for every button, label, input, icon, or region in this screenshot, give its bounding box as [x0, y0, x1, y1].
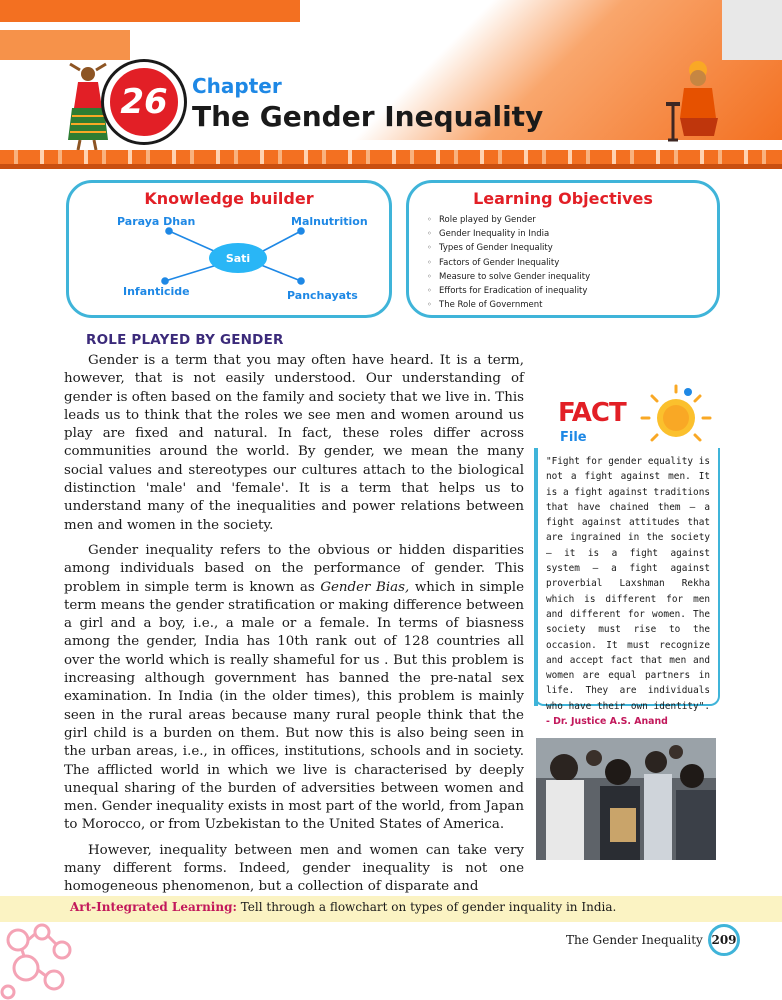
sun-icon — [634, 382, 718, 448]
header-strip-shadow — [0, 164, 782, 169]
body-text — [64, 352, 524, 904]
fact-file-box — [534, 448, 720, 728]
chapter-title: The Gender Inequality — [192, 100, 544, 133]
knowledge-builder-title: Knowledge builder — [144, 189, 314, 208]
chapter-number: 26 — [120, 82, 168, 122]
kb-term-paraya-dhan: Paraya Dhan — [117, 215, 196, 228]
decorative-circles-icon — [0, 918, 90, 1000]
chapter-label: Chapter — [192, 74, 282, 98]
learning-objectives-list — [427, 213, 590, 312]
fact-file-title: FACT — [558, 398, 626, 428]
list-item: ◦ Measure to solve Gender inequality — [427, 270, 590, 284]
kb-term-infanticide: Infanticide — [123, 285, 190, 298]
header-bar — [0, 0, 300, 22]
bullet-icon: ◦ — [427, 229, 432, 239]
bullet-icon: ◦ — [427, 271, 432, 281]
header-pattern-strip — [0, 150, 782, 164]
bullet-icon: ◦ — [427, 243, 432, 253]
bullet-icon: ◦ — [427, 257, 432, 267]
chapter-number-badge — [104, 62, 184, 142]
knowledge-builder-box — [66, 180, 392, 318]
header-corner — [722, 0, 782, 60]
kb-term-malnutrition: Malnutrition — [291, 215, 368, 228]
list-item: ◦ Role played by Gender — [427, 213, 590, 227]
paragraph-1: Gender is a term that you may often have heard. It is a term, however, that is not easily understood. Our understanding of gender is often based on the family and society that we live in. This leads us to think that the roles we see men and women around us play are fixed and natural. In fact, these roles differ across communities around the world. By gender, we mean the many social values and stereotypes our cultures attach to the biological distinction 'male' and 'female'. It is a term that helps us to understand many of the inequalities and power relations between men and women in the society. — [64, 353, 524, 533]
fact-file — [534, 382, 720, 728]
chapter-header — [0, 0, 782, 170]
kb-term-panchayats: Panchayats — [287, 289, 358, 302]
learning-objectives-box — [406, 180, 720, 318]
list-item: ◦ Types of Gender Inequality — [427, 241, 590, 255]
list-item: ◦ Factors of Gender Inequality — [427, 256, 590, 270]
fact-file-author: - Dr. Justice A.S. Anand — [546, 716, 668, 728]
fact-file-quote: "Fight for gender equality is not a fight against men. It is a fight against traditions that have chained them – a fight against attitudes that are ingrained in the society – it is a fight against system – a fight against proverbial Laxshman Rekha which is different for men and different for women. The society must rise to the occasion. It must recognize and accept fact that men and women are equal partners in life. They are individuals who have their own identity". - Dr. Justice A.S. Anand — [546, 456, 710, 728]
photo-people-crowd — [536, 738, 716, 860]
bullet-icon: ◦ — [427, 300, 432, 310]
header-bar-secondary — [0, 30, 130, 60]
running-footer-title: The Gender Inequality — [566, 933, 703, 947]
header-thin-line — [140, 20, 300, 22]
list-item: ◦ The Role of Government — [427, 298, 590, 312]
fact-file-subtitle: File — [560, 430, 587, 445]
list-item: ◦ Gender Inequality in India — [427, 227, 590, 241]
paragraph-2: Gender inequality refers to the obvious or hidden disparities among individuals based on the performance of gender. This problem in simple term is known as Gender Bias, which in simple term means the gender stratification or making difference between a girl and a boy, i.e., a male or a female. In terms of biasness among the gender, India has 10th rank out of 128 countries all over the world which is really shameful for us . But this problem is increasing although government has banned the pre-natal sex examination. In India (in the older times), this problem is mainly seen in the rural areas because many rural people think that the girl child is a burden on them. But now this is also being seen in the urban areas, i.e., in offices, institutions, schools and in society. The afflicted world in which we live is characterised by deeply unequal sharing of the burden of adversities between women and men. Gender inequality exists in most part of the world, from Japan to Morocco, or from Uzbekistan to the United States of America. — [64, 542, 524, 833]
list-item: ◦ Efforts for Eradication of inequality — [427, 284, 590, 298]
paragraph-3: However, inequality between men and women can take very many different forms. Indeed, gender inequality is not one homogeneous phenomenon, but a collection of disparate and — [64, 842, 524, 895]
art-integrated-label: Art-Integrated Learning: — [70, 900, 237, 914]
art-integrated-learning: Art-Integrated Learning: Tell through a flowchart on types of gender inquality in India. — [70, 900, 617, 914]
learning-objectives-title: Learning Objectives — [473, 189, 653, 208]
page-number: 209 — [708, 924, 740, 956]
section-heading: ROLE PLAYED BY GENDER — [86, 332, 284, 348]
bullet-icon: ◦ — [427, 215, 432, 224]
kb-center-term: Sati — [209, 243, 267, 273]
seated-figure-illustration-icon — [664, 56, 726, 144]
bullet-icon: ◦ — [427, 286, 432, 296]
